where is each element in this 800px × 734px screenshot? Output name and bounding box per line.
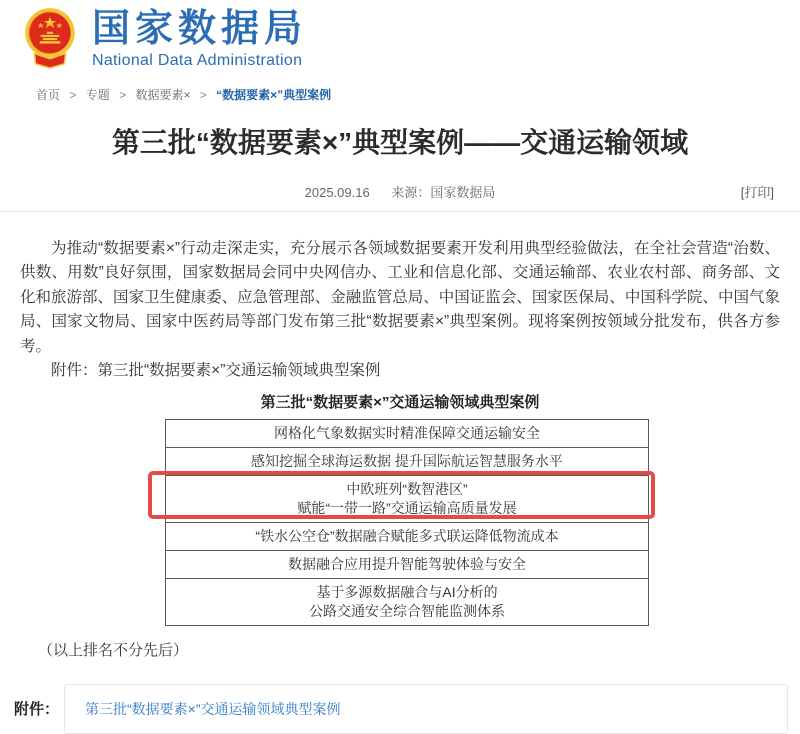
case-cell <box>166 475 649 522</box>
site-header <box>0 0 800 78</box>
case-table-wrapper <box>165 419 648 626</box>
table-row-highlighted <box>166 475 649 522</box>
breadcrumb-data-element[interactable]: 数据要素× <box>135 88 191 102</box>
source-label: 来源：国家数据局 <box>391 184 496 200</box>
publish-date: 2025.09.16 <box>304 184 370 200</box>
case-cell <box>166 578 649 625</box>
breadcrumb-separator: > <box>69 88 77 102</box>
case-line: 基于多源数据融合与AI分析的 <box>316 583 498 600</box>
site-subtitle: National Data Administration <box>92 52 303 69</box>
breadcrumb <box>36 86 800 103</box>
breadcrumb-home[interactable]: 首页 <box>36 88 61 102</box>
attachment-inline-line: 附件：第三批“数据要素×”交通运输领域典型案例 <box>51 362 381 380</box>
case-table <box>165 419 649 626</box>
table-row <box>166 522 649 550</box>
breadcrumb-current: “数据要素×”典型案例 <box>216 88 332 102</box>
print-button[interactable]: [打印] <box>740 184 774 200</box>
breadcrumb-separator: > <box>199 88 207 102</box>
breadcrumb-separator: > <box>119 88 127 102</box>
breadcrumb-topics[interactable]: 专题 <box>85 88 110 102</box>
case-cell: 感知挖掘全球海运数据 提升国际航运智慧服务水平 <box>166 447 649 475</box>
table-row <box>166 578 649 625</box>
case-cell: 数据融合应用提升智能驾驶体验与安全 <box>166 550 649 578</box>
ranking-note: （以上排名不分先后） <box>38 641 189 659</box>
article-meta <box>0 182 800 198</box>
case-cell: “铁水公空仓”数据融合赋能多式联运降低物流成本 <box>166 522 649 550</box>
attachment-label: 附件： <box>14 701 60 719</box>
header-divider <box>0 211 800 212</box>
attachment-link[interactable]: 第三批“数据要素×”交通运输领域典型案例 <box>85 700 341 717</box>
site-brand <box>92 6 307 70</box>
attachment-box <box>64 684 788 734</box>
case-line: 公路交通安全综合智能监测体系 <box>309 602 505 619</box>
attachment-section <box>14 684 788 734</box>
table-row <box>166 419 649 447</box>
case-table-title: 第三批“数据要素×”交通运输领域典型案例 <box>260 393 540 411</box>
case-line: 赋能“一带一路”交通运输高质量发展 <box>297 499 517 516</box>
page-title: 第三批“数据要素×”典型案例——交通运输领域 <box>111 127 689 158</box>
table-row <box>166 550 649 578</box>
case-cell: 网格化气象数据实时精准保障交通运输安全 <box>166 419 649 447</box>
site-title: 国家数据局 <box>92 8 308 50</box>
body-paragraph: 为推动“数据要素×”行动走深走实，充分展示各领域数据要素开发利用典型经验做法，在全社会营造“治数、供数、用数”良好氛围，国家数据局会同中央网信办、工业和信息化部、交通运输部、农业农村部、商务部、文化和旅游部、国家卫生健康委、应急管理部、金融监管总局、中国证监会、国家医保局、中国科学院、中国气象局、国家文物局、国家中医药局等部门发布第三批“数据要素×”典型案例。现将案例按领域分批发布，供各方参考。 <box>20 239 780 355</box>
table-row <box>166 447 649 475</box>
national-emblem-icon <box>24 6 76 70</box>
article-body <box>20 237 780 384</box>
case-line: 中欧班列“数智港区” <box>346 480 468 497</box>
